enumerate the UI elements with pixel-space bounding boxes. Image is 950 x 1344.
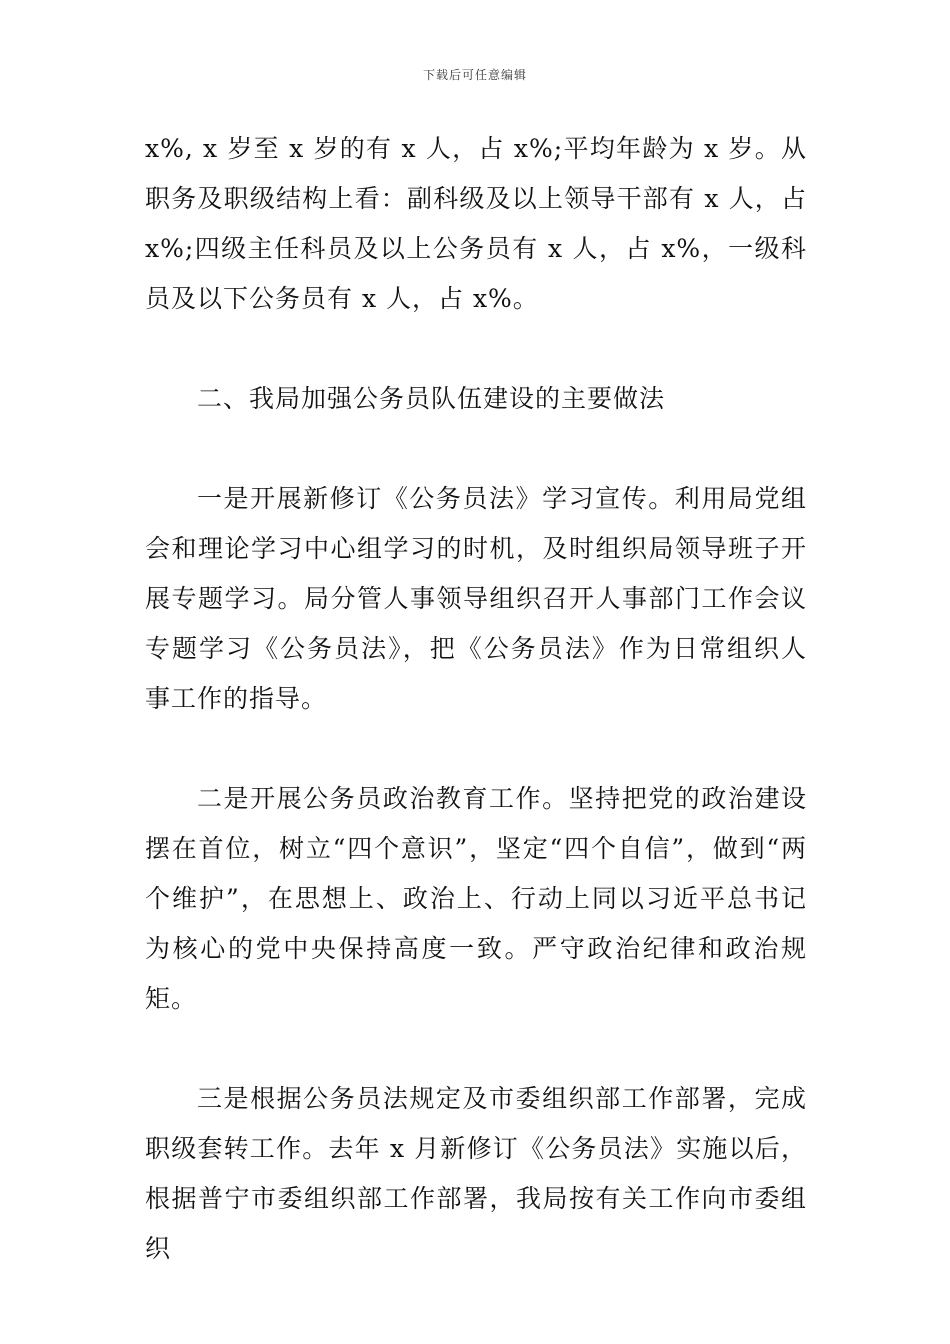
paragraph-study-promotion: 一是开展新修订《公务员法》学习宣传。利用局党组会和理论学习中心组学习的时机，及时组织局领导班子开展专题学习。局分管人事领导组织召开人事部门工作会议专题学习《公务员法》，把《公务员法》作为日常组织人事工作的指导。	[145, 484, 807, 713]
document-body	[145, 124, 807, 1274]
paragraph-political-education: 二是开展公务员政治教育工作。坚持把党的政治建设摆在首位，树立“四个意识”，坚定“四个自信”，做到“两个维护”，在思想上、政治上、行动上同以习近平总书记为核心的党中央保持高度一致。严守政治纪律和政治规矩。	[145, 784, 807, 1013]
paragraph-statistics: x%, x 岁至 x 岁的有 x 人，占 x%;平均年龄为 x 岁。从职务及职级结构上看：副科级及以上领导干部有 x 人，占 x%;四级主任科员及以上公务员有 x 人，占 x%，一级科员及以下公务员有 x 人，占 x%。	[145, 134, 807, 313]
page-header-note: 下载后可任意编辑	[422, 68, 527, 82]
section-heading: 二、我局加强公务员队伍建设的主要做法	[197, 384, 666, 413]
paragraph-rank-conversion: 三是根据公务员法规定及市委组织部工作部署，完成职级套转工作。去年 x 月新修订《公务员法》实施以后，根据普宁市委组织部工作部署，我局按有关工作向市委组织	[145, 1084, 807, 1263]
